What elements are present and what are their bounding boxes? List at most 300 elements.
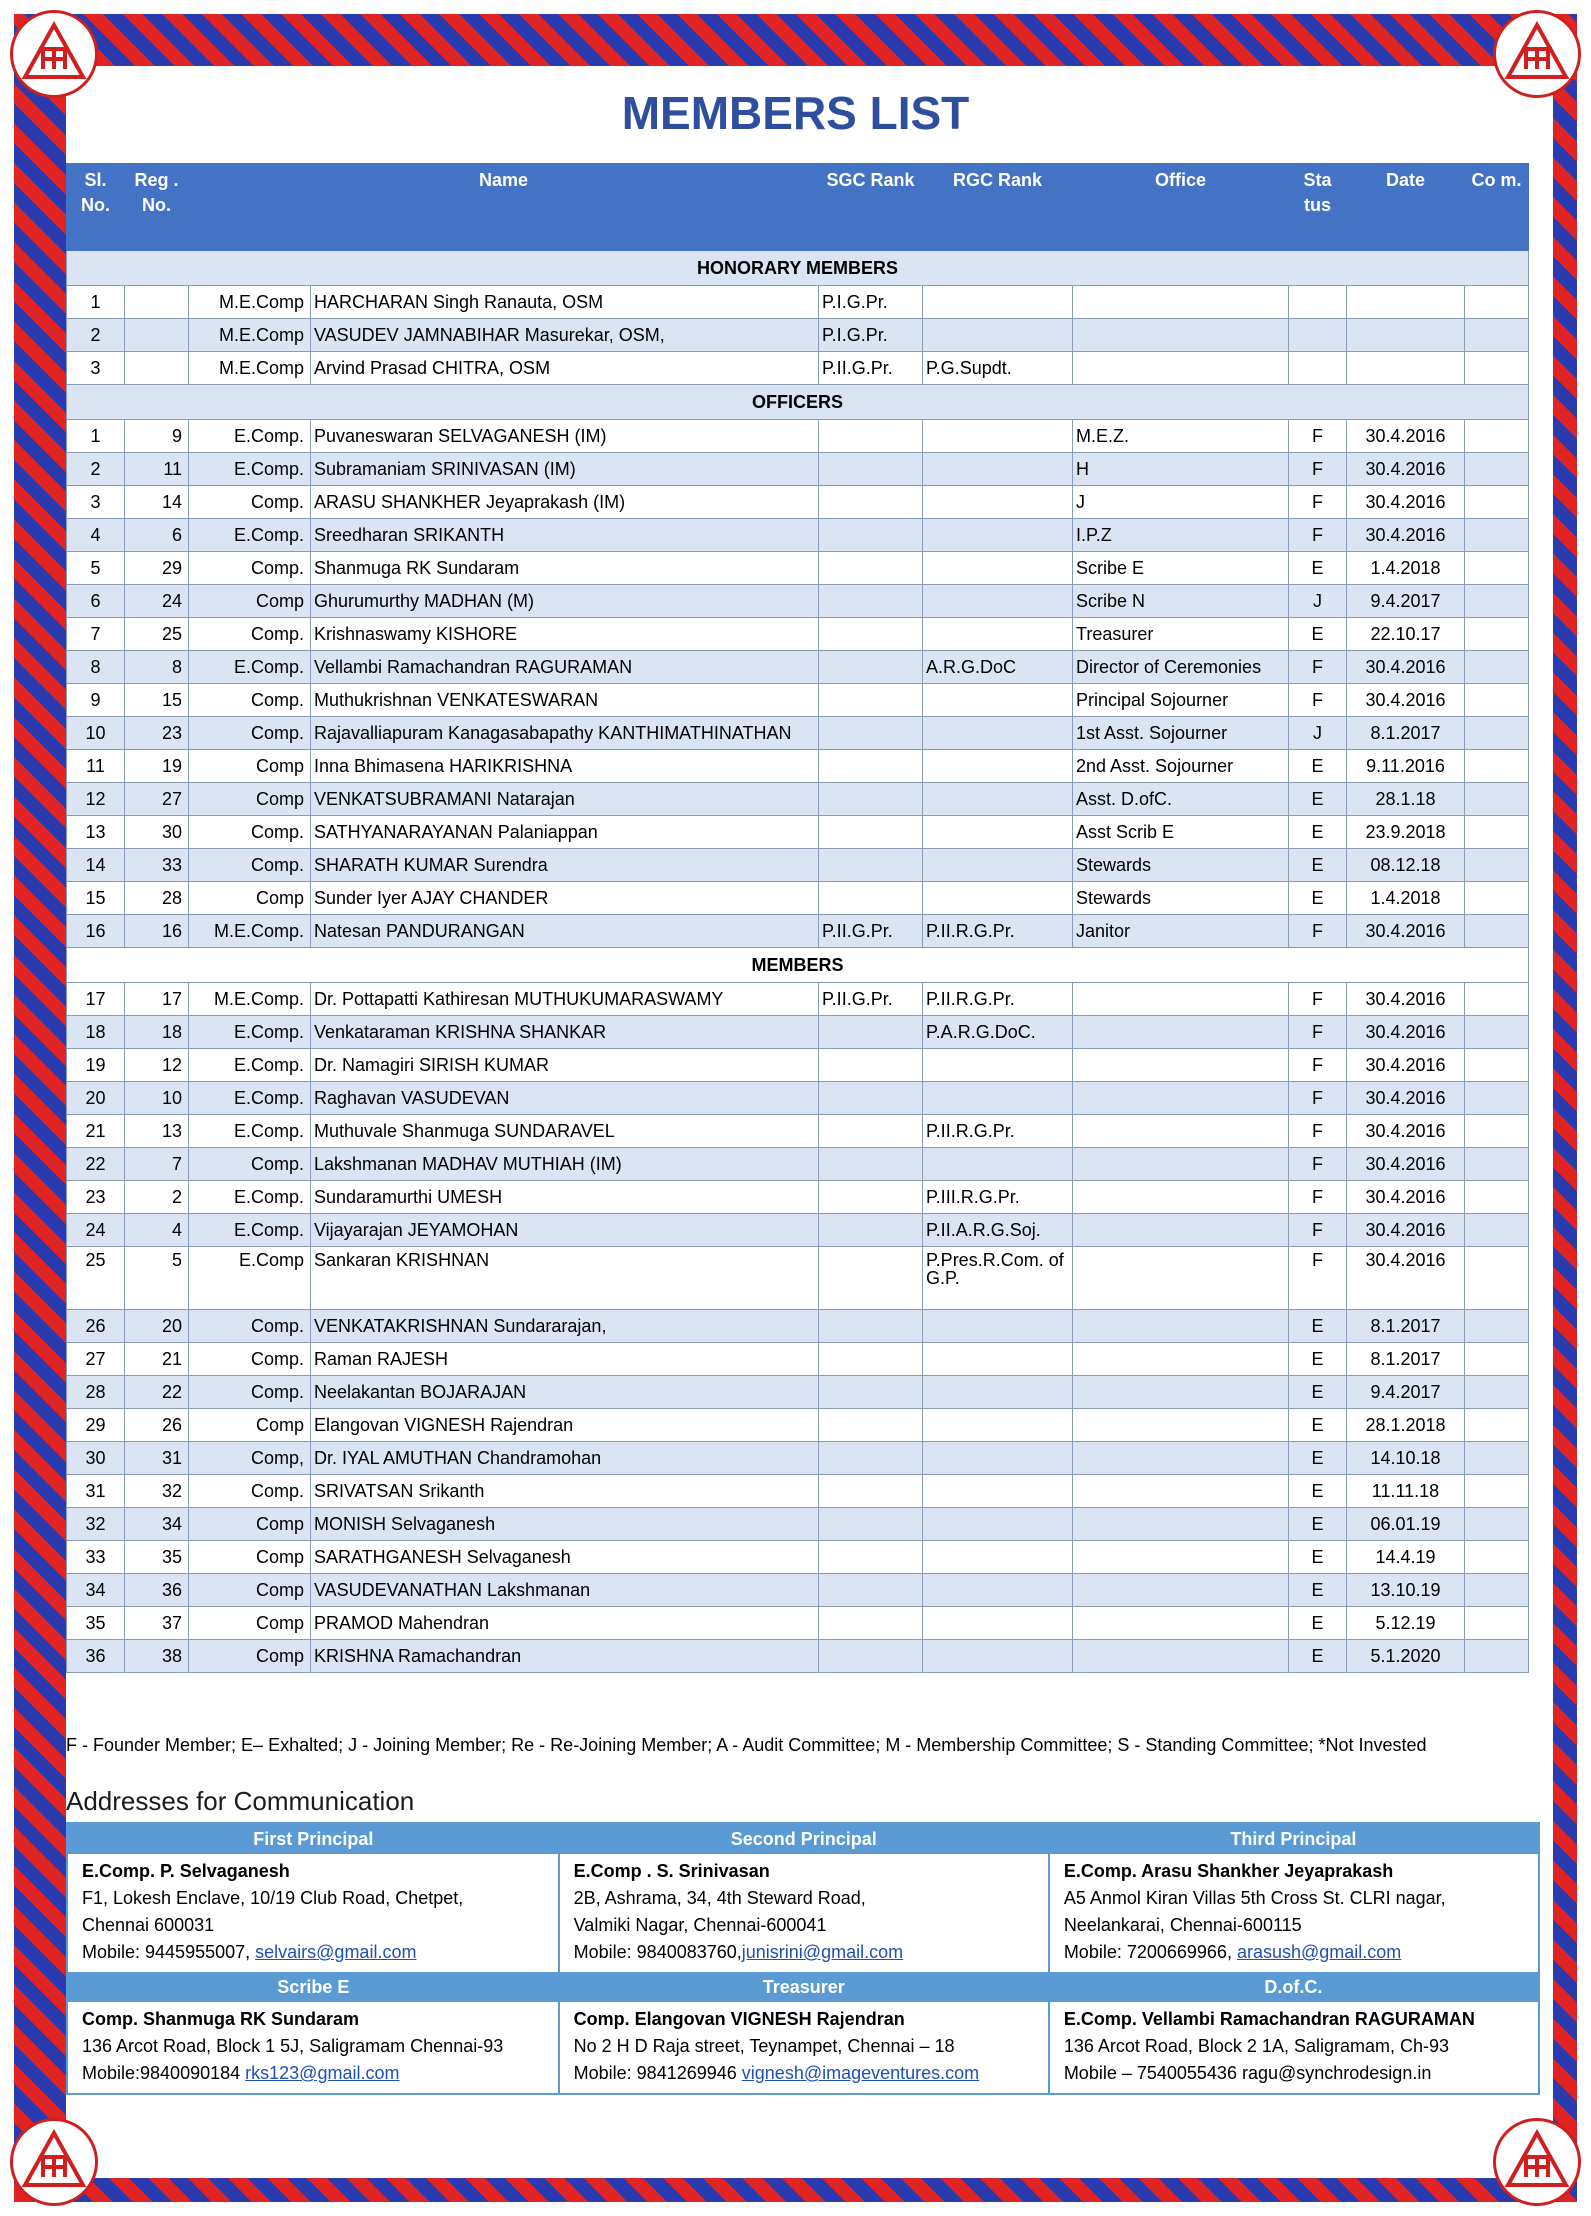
cell-rgc: P.II.R.G.Pr. xyxy=(923,915,1073,948)
table-row xyxy=(67,1541,1529,1574)
cell-rgc xyxy=(923,585,1073,618)
cell-rgc xyxy=(923,1475,1073,1508)
cell-title: M.E.Comp. xyxy=(189,915,311,948)
cell-sgc xyxy=(819,1148,923,1181)
table-row xyxy=(67,1016,1529,1049)
cell-date: 08.12.18 xyxy=(1347,849,1465,882)
cell-office: Asst Scrib E xyxy=(1073,816,1289,849)
cell-com xyxy=(1465,1082,1529,1115)
cell-sl: 10 xyxy=(67,717,125,750)
cell-sl: 29 xyxy=(67,1409,125,1442)
cell-office xyxy=(1073,319,1289,352)
address-contact xyxy=(82,2060,544,2087)
cell-status: E xyxy=(1289,849,1347,882)
cell-sl: 14 xyxy=(67,849,125,882)
cell-date: 5.12.19 xyxy=(1347,1607,1465,1640)
cell-date: 30.4.2016 xyxy=(1347,983,1465,1016)
cell-date: 11.11.18 xyxy=(1347,1475,1465,1508)
table-row xyxy=(67,1310,1529,1343)
address-name: E.Comp. P. Selvaganesh xyxy=(82,1861,290,1881)
cell-date: 30.4.2016 xyxy=(1347,1016,1465,1049)
cell-name: ARASU SHANKHER Jeyaprakash (IM) xyxy=(311,486,819,519)
cell-name: Dr. Pottapatti Kathiresan MUTHUKUMARASWAMY xyxy=(311,983,819,1016)
address-card xyxy=(67,1854,559,1972)
cell-reg xyxy=(125,352,189,385)
cell-rgc: P.II.R.G.Pr. xyxy=(923,1115,1073,1148)
cell-sgc: P.II.G.Pr. xyxy=(819,915,923,948)
cell-title: Comp xyxy=(189,1607,311,1640)
cell-name: MONISH Selvaganesh xyxy=(311,1508,819,1541)
cell-reg: 24 xyxy=(125,585,189,618)
cell-date: 13.10.19 xyxy=(1347,1574,1465,1607)
cell-sl: 16 xyxy=(67,915,125,948)
cell-sgc xyxy=(819,1049,923,1082)
cell-rgc xyxy=(923,1049,1073,1082)
cell-sgc: P.II.G.Pr. xyxy=(819,352,923,385)
cell-sl: 34 xyxy=(67,1574,125,1607)
cell-office: 1st Asst. Sojourner xyxy=(1073,717,1289,750)
cell-status: E xyxy=(1289,1442,1347,1475)
address-line: F1, Lokesh Enclave, 10/19 Club Road, Chetpet, xyxy=(82,1888,464,1908)
cell-status: E xyxy=(1289,816,1347,849)
cell-sgc xyxy=(819,519,923,552)
cell-sgc xyxy=(819,684,923,717)
cell-com xyxy=(1465,453,1529,486)
section-heading: MEMBERS xyxy=(67,948,1529,983)
cell-office xyxy=(1073,1214,1289,1247)
cell-status: F xyxy=(1289,1214,1347,1247)
cell-sl: 24 xyxy=(67,1214,125,1247)
cell-sgc xyxy=(819,1475,923,1508)
cell-sgc xyxy=(819,1310,923,1343)
cell-reg: 6 xyxy=(125,519,189,552)
phone-text: Mobile: 9841269946 xyxy=(573,2063,742,2083)
col-sl-header: Sl. No. xyxy=(67,164,125,251)
cell-date: 1.4.2018 xyxy=(1347,552,1465,585)
cell-reg: 36 xyxy=(125,1574,189,1607)
cell-status xyxy=(1289,352,1347,385)
cell-title: E.Comp. xyxy=(189,1181,311,1214)
col-com-header: Co m. xyxy=(1465,164,1529,251)
cell-title: E.Comp. xyxy=(189,519,311,552)
cell-office: Asst. D.ofC. xyxy=(1073,783,1289,816)
cell-status: F xyxy=(1289,915,1347,948)
cell-rgc xyxy=(923,849,1073,882)
members-table xyxy=(66,163,1529,1673)
cell-title: E.Comp. xyxy=(189,1049,311,1082)
cell-sl: 12 xyxy=(67,783,125,816)
cell-rgc: P.Pres.R.Com. of G.P. xyxy=(923,1247,1073,1310)
cell-sgc xyxy=(819,585,923,618)
cell-rgc xyxy=(923,1442,1073,1475)
cell-sgc xyxy=(819,1343,923,1376)
cell-rgc: P.III.R.G.Pr. xyxy=(923,1181,1073,1214)
cell-title: Comp xyxy=(189,585,311,618)
cell-reg: 20 xyxy=(125,1310,189,1343)
cell-title: Comp. xyxy=(189,1310,311,1343)
cell-sl: 35 xyxy=(67,1607,125,1640)
cell-title: Comp xyxy=(189,1409,311,1442)
cell-date: 28.1.18 xyxy=(1347,783,1465,816)
cell-com xyxy=(1465,618,1529,651)
cell-com xyxy=(1465,519,1529,552)
cell-name: Venkataraman KRISHNA SHANKAR xyxy=(311,1016,819,1049)
cell-sl: 11 xyxy=(67,750,125,783)
cell-office: Director of Ceremonies xyxy=(1073,651,1289,684)
cell-office xyxy=(1073,1049,1289,1082)
cell-title: E.Comp. xyxy=(189,1082,311,1115)
cell-com xyxy=(1465,849,1529,882)
cell-title: Comp. xyxy=(189,684,311,717)
cell-reg: 22 xyxy=(125,1376,189,1409)
cell-status: F xyxy=(1289,1082,1347,1115)
cell-sl: 13 xyxy=(67,816,125,849)
cell-sl: 22 xyxy=(67,1148,125,1181)
cell-office: Janitor xyxy=(1073,915,1289,948)
cell-name: Sankaran KRISHNAN xyxy=(311,1247,819,1310)
cell-sl: 7 xyxy=(67,618,125,651)
cell-sl: 36 xyxy=(67,1640,125,1673)
cell-status: F xyxy=(1289,1115,1347,1148)
cell-sgc: P.II.G.Pr. xyxy=(819,983,923,1016)
cell-status: E xyxy=(1289,552,1347,585)
email-link[interactable]: selvairs@gmail.com xyxy=(255,1942,417,1962)
cell-office xyxy=(1073,1475,1289,1508)
cell-status: E xyxy=(1289,882,1347,915)
table-row xyxy=(67,352,1529,385)
cell-name: Dr. IYAL AMUTHAN Chandramohan xyxy=(311,1442,819,1475)
table-row xyxy=(67,783,1529,816)
table-row xyxy=(67,1574,1529,1607)
address-line: A5 Anmol Kiran Villas 5th Cross St. CLRI nagar, xyxy=(1063,1888,1446,1908)
cell-title: Comp xyxy=(189,882,311,915)
address-role-row xyxy=(67,1823,1539,1854)
cell-date: 30.4.2016 xyxy=(1347,1181,1465,1214)
table-row xyxy=(67,286,1529,319)
address-line: Valmiki Nagar, Chennai-600041 xyxy=(573,1915,827,1935)
table-row xyxy=(67,618,1529,651)
cell-name: VENKATSUBRAMANI Natarajan xyxy=(311,783,819,816)
cell-status: E xyxy=(1289,783,1347,816)
cell-name: Krishnaswamy KISHORE xyxy=(311,618,819,651)
cell-name: Dr. Namagiri SIRISH KUMAR xyxy=(311,1049,819,1082)
cell-title: E.Comp xyxy=(189,1247,311,1310)
cell-office xyxy=(1073,352,1289,385)
email-link[interactable]: junisrini@gmail.com xyxy=(741,1942,904,1962)
table-row xyxy=(67,651,1529,684)
cell-status: E xyxy=(1289,1409,1347,1442)
col-reg-header: Reg . No. xyxy=(125,164,189,251)
cell-com xyxy=(1465,585,1529,618)
cell-sgc xyxy=(819,882,923,915)
cell-com xyxy=(1465,915,1529,948)
cell-office xyxy=(1073,1607,1289,1640)
cell-reg: 5 xyxy=(125,1247,189,1310)
cell-sl: 31 xyxy=(67,1475,125,1508)
col-name-header: Name xyxy=(189,164,819,251)
cell-rgc xyxy=(923,486,1073,519)
cell-name: Sunder Iyer AJAY CHANDER xyxy=(311,882,819,915)
cell-office xyxy=(1073,1442,1289,1475)
triple-tau-emblem-icon xyxy=(1493,10,1581,98)
cell-date: 8.1.2017 xyxy=(1347,1310,1465,1343)
cell-com xyxy=(1465,1214,1529,1247)
cell-sgc xyxy=(819,1541,923,1574)
cell-com xyxy=(1465,1247,1529,1310)
phone-text: Mobile: 7200669966, xyxy=(1063,1942,1237,1962)
cell-sgc xyxy=(819,453,923,486)
cell-name: Raman RAJESH xyxy=(311,1343,819,1376)
cell-reg: 31 xyxy=(125,1442,189,1475)
address-contact xyxy=(82,1939,544,1966)
cell-sl: 23 xyxy=(67,1181,125,1214)
cell-title: E.Comp. xyxy=(189,1115,311,1148)
cell-office xyxy=(1073,1574,1289,1607)
cell-sl: 33 xyxy=(67,1541,125,1574)
cell-reg: 27 xyxy=(125,783,189,816)
cell-date: 14.4.19 xyxy=(1347,1541,1465,1574)
cell-sgc xyxy=(819,420,923,453)
cell-title: Comp. xyxy=(189,1475,311,1508)
cell-sl: 20 xyxy=(67,1082,125,1115)
address-name: E.Comp. Arasu Shankher Jeyaprakash xyxy=(1063,1861,1394,1881)
cell-title: Comp. xyxy=(189,717,311,750)
cell-title: Comp xyxy=(189,750,311,783)
col-rgc-header: RGC Rank xyxy=(923,164,1073,251)
cell-date: 30.4.2016 xyxy=(1347,684,1465,717)
cell-date: 30.4.2016 xyxy=(1347,1049,1465,1082)
cell-sl: 5 xyxy=(67,552,125,585)
cell-name: Sundaramurthi UMESH xyxy=(311,1181,819,1214)
cell-reg: 26 xyxy=(125,1409,189,1442)
cell-title: Comp xyxy=(189,1541,311,1574)
cell-sgc xyxy=(819,849,923,882)
cell-status: E xyxy=(1289,1574,1347,1607)
cell-name: Neelakantan BOJARAJAN xyxy=(311,1376,819,1409)
cell-office xyxy=(1073,1016,1289,1049)
cell-name: Rajavalliapuram Kanagasabapathy KANTHIMATHINATHAN xyxy=(311,717,819,750)
cell-reg: 30 xyxy=(125,816,189,849)
cell-name: Inna Bhimasena HARIKRISHNA xyxy=(311,750,819,783)
cell-title: Comp. xyxy=(189,849,311,882)
cell-sl: 21 xyxy=(67,1115,125,1148)
addresses-title: Addresses for Communication xyxy=(66,1786,415,1816)
table-row xyxy=(67,1640,1529,1673)
cell-reg: 21 xyxy=(125,1343,189,1376)
cell-reg: 28 xyxy=(125,882,189,915)
table-row xyxy=(67,1607,1529,1640)
cell-date: 30.4.2016 xyxy=(1347,519,1465,552)
cell-sl: 4 xyxy=(67,519,125,552)
table-row xyxy=(67,983,1529,1016)
cell-com xyxy=(1465,486,1529,519)
address-contact xyxy=(1064,2060,1524,2087)
email-link[interactable]: vignesh@imageventures.com xyxy=(741,2063,980,2083)
address-role: D.of.C. xyxy=(1049,1972,1539,2002)
cell-name: VENKATAKRISHNAN Sundararajan, xyxy=(311,1310,819,1343)
cell-sgc xyxy=(819,486,923,519)
table-row xyxy=(67,1115,1529,1148)
cell-status xyxy=(1289,319,1347,352)
cell-com xyxy=(1465,882,1529,915)
cell-reg: 11 xyxy=(125,453,189,486)
cell-sgc xyxy=(819,1442,923,1475)
cell-status: F xyxy=(1289,1049,1347,1082)
address-card xyxy=(559,1854,1049,1972)
email-link[interactable]: rks123@gmail.com xyxy=(245,2063,400,2083)
address-contact xyxy=(574,2060,1034,2087)
cell-rgc: P.G.Supdt. xyxy=(923,352,1073,385)
cell-office: M.E.Z. xyxy=(1073,420,1289,453)
triple-tau-emblem-icon xyxy=(10,2118,98,2206)
cell-reg: 35 xyxy=(125,1541,189,1574)
address-row xyxy=(67,2002,1539,2094)
cell-office xyxy=(1073,1508,1289,1541)
cell-date: 8.1.2017 xyxy=(1347,717,1465,750)
cell-name: KRISHNA Ramachandran xyxy=(311,1640,819,1673)
cell-title: Comp xyxy=(189,1574,311,1607)
cell-name: SATHYANARAYANAN Palaniappan xyxy=(311,816,819,849)
table-row xyxy=(67,319,1529,352)
cell-rgc xyxy=(923,1640,1073,1673)
cell-office: I.P.Z xyxy=(1073,519,1289,552)
cell-sl: 9 xyxy=(67,684,125,717)
table-row xyxy=(67,1181,1529,1214)
cell-date: 14.10.18 xyxy=(1347,1442,1465,1475)
address-name: Comp. Shanmuga RK Sundaram xyxy=(82,2009,360,2029)
cell-office xyxy=(1073,1115,1289,1148)
cell-com xyxy=(1465,1343,1529,1376)
cell-rgc xyxy=(923,519,1073,552)
cell-date: 9.4.2017 xyxy=(1347,585,1465,618)
cell-com xyxy=(1465,717,1529,750)
address-card xyxy=(559,2002,1049,2094)
cell-title: Comp. xyxy=(189,486,311,519)
cell-name: Shanmuga RK Sundaram xyxy=(311,552,819,585)
address-line: Neelankarai, Chennai-600115 xyxy=(1063,1915,1302,1935)
cell-rgc xyxy=(923,1343,1073,1376)
table-row xyxy=(67,1475,1529,1508)
cell-sgc xyxy=(819,1607,923,1640)
page-title: MEMBERS LIST xyxy=(621,87,970,139)
address-line: 136 Arcot Road, Block 1 5J, Saligramam Chennai-93 xyxy=(82,2036,504,2056)
cell-sgc xyxy=(819,717,923,750)
cell-sl: 2 xyxy=(67,319,125,352)
cell-reg: 19 xyxy=(125,750,189,783)
cell-name: HARCHARAN Singh Ranauta, OSM xyxy=(311,286,819,319)
cell-date: 30.4.2016 xyxy=(1347,1082,1465,1115)
cell-name: Muthukrishnan VENKATESWARAN xyxy=(311,684,819,717)
cell-date: 06.01.19 xyxy=(1347,1508,1465,1541)
triple-tau-emblem-icon xyxy=(1493,2118,1581,2206)
cell-reg: 14 xyxy=(125,486,189,519)
cell-sl: 26 xyxy=(67,1310,125,1343)
cell-rgc xyxy=(923,882,1073,915)
cell-sl: 3 xyxy=(67,486,125,519)
cell-office xyxy=(1073,983,1289,1016)
cell-status: E xyxy=(1289,1541,1347,1574)
cell-sgc xyxy=(819,750,923,783)
cell-rgc xyxy=(923,1574,1073,1607)
cell-com xyxy=(1465,1115,1529,1148)
cell-title: E.Comp. xyxy=(189,651,311,684)
cell-com xyxy=(1465,816,1529,849)
cell-sgc: P.I.G.Pr. xyxy=(819,319,923,352)
cell-date: 30.4.2016 xyxy=(1347,915,1465,948)
cell-title: M.E.Comp xyxy=(189,286,311,319)
cell-rgc xyxy=(923,319,1073,352)
address-role-row xyxy=(67,1972,1539,2002)
table-row xyxy=(67,1082,1529,1115)
table-row xyxy=(67,684,1529,717)
cell-rgc xyxy=(923,618,1073,651)
cell-rgc xyxy=(923,816,1073,849)
table-row xyxy=(67,1409,1529,1442)
table-row xyxy=(67,420,1529,453)
table-row xyxy=(67,1442,1529,1475)
cell-sgc xyxy=(819,1115,923,1148)
cell-sgc: P.I.G.Pr. xyxy=(819,286,923,319)
cell-com xyxy=(1465,1409,1529,1442)
cell-rgc xyxy=(923,1376,1073,1409)
cell-sl: 30 xyxy=(67,1442,125,1475)
cell-office: Principal Sojourner xyxy=(1073,684,1289,717)
cell-date: 5.1.2020 xyxy=(1347,1640,1465,1673)
cell-com xyxy=(1465,1508,1529,1541)
cell-office xyxy=(1073,1082,1289,1115)
phone-text: Mobile: 9445955007, xyxy=(82,1942,256,1962)
cell-date: 30.4.2016 xyxy=(1347,453,1465,486)
cell-reg: 2 xyxy=(125,1181,189,1214)
cell-com xyxy=(1465,651,1529,684)
address-name: E.Comp . S. Srinivasan xyxy=(573,1861,770,1881)
cell-date: 30.4.2016 xyxy=(1347,1247,1465,1310)
cell-title: Comp xyxy=(189,1640,311,1673)
cell-name: Lakshmanan MADHAV MUTHIAH (IM) xyxy=(311,1148,819,1181)
cell-name: Vijayarajan JEYAMOHAN xyxy=(311,1214,819,1247)
cell-sl: 27 xyxy=(67,1343,125,1376)
cell-status: J xyxy=(1289,585,1347,618)
cell-rgc xyxy=(923,453,1073,486)
cell-title: Comp, xyxy=(189,1442,311,1475)
email-link[interactable]: arasush@gmail.com xyxy=(1236,1942,1402,1962)
cell-name: Vellambi Ramachandran RAGURAMAN xyxy=(311,651,819,684)
cell-sl: 28 xyxy=(67,1376,125,1409)
cell-name: Arvind Prasad CHITRA, OSM xyxy=(311,352,819,385)
cell-office xyxy=(1073,1376,1289,1409)
cell-title: E.Comp. xyxy=(189,1016,311,1049)
cell-status: F xyxy=(1289,453,1347,486)
address-card xyxy=(67,2002,559,2094)
cell-reg: 38 xyxy=(125,1640,189,1673)
cell-rgc xyxy=(923,1148,1073,1181)
cell-status: E xyxy=(1289,618,1347,651)
cell-status: E xyxy=(1289,1508,1347,1541)
phone-text: Mobile – 7540055436 ragu@synchrodesign.in xyxy=(1063,2063,1432,2083)
cell-reg: 23 xyxy=(125,717,189,750)
cell-rgc: P.A.R.G.DoC. xyxy=(923,1016,1073,1049)
cell-sl: 18 xyxy=(67,1016,125,1049)
cell-status: F xyxy=(1289,651,1347,684)
cell-office xyxy=(1073,1640,1289,1673)
cell-rgc xyxy=(923,750,1073,783)
address-line: 136 Arcot Road, Block 2 1A, Saligramam, Ch-93 xyxy=(1063,2036,1450,2056)
cell-reg: 17 xyxy=(125,983,189,1016)
cell-name: VASUDEV JAMNABIHAR Masurekar, OSM, xyxy=(311,319,819,352)
cell-reg: 29 xyxy=(125,552,189,585)
cell-com xyxy=(1465,1607,1529,1640)
cell-office: J xyxy=(1073,486,1289,519)
